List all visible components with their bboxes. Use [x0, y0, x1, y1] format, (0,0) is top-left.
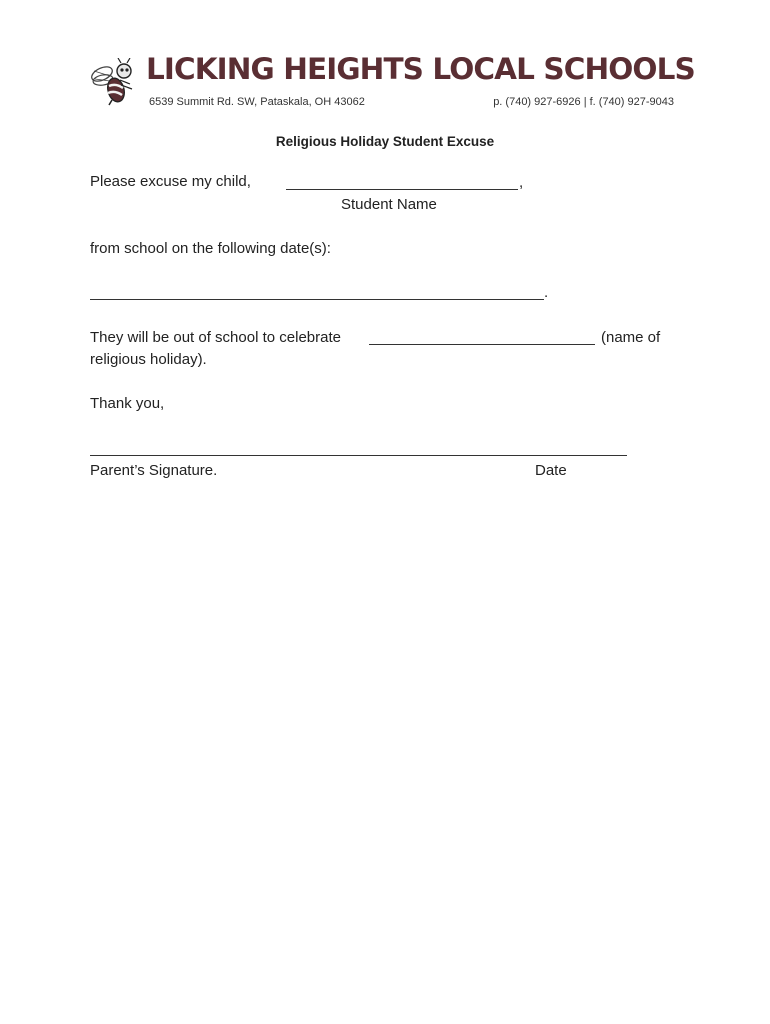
- celebrate-suffix: (name of: [601, 329, 661, 346]
- hornet-mascot-icon: [88, 58, 136, 106]
- signature-label: Parent’s Signature.: [90, 462, 218, 479]
- dates-field[interactable]: [90, 299, 544, 300]
- signature-field[interactable]: [90, 455, 627, 456]
- student-name-field[interactable]: [286, 189, 518, 190]
- excuse-prefix: Please excuse my child,: [90, 173, 251, 190]
- celebrate-prefix: They will be out of school to celebrate: [90, 329, 341, 346]
- thank-you-text: Thank you,: [90, 395, 165, 412]
- form-title: Religious Holiday Student Excuse: [275, 134, 495, 149]
- date-label: Date: [535, 462, 567, 479]
- school-name: LICKING HEIGHTS LOCAL SCHOOLS: [146, 52, 695, 86]
- school-address: 6539 Summit Rd. SW, Pataskala, OH 43062: [149, 96, 365, 108]
- dates-prompt: from school on the following date(s):: [90, 240, 331, 257]
- comma-mark: ,: [519, 174, 524, 191]
- period-mark: .: [544, 284, 549, 301]
- school-phone-fax: p. (740) 927-6926 | f. (740) 927-9043: [493, 96, 674, 108]
- celebrate-suffix-line2: religious holiday).: [90, 351, 207, 368]
- holiday-name-field[interactable]: [369, 344, 595, 345]
- student-name-label: Student Name: [341, 196, 437, 213]
